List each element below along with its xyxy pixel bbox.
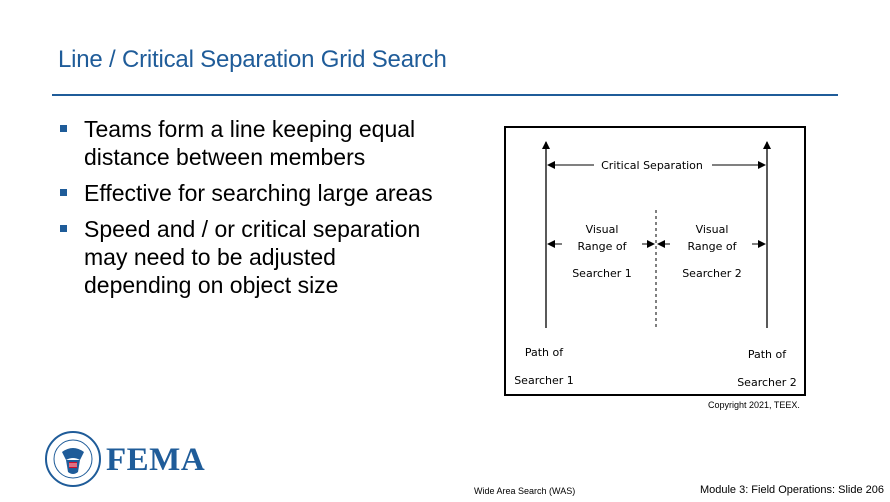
slide-title: Line / Critical Separation Grid Search bbox=[58, 46, 447, 73]
path-1-label-line2: Searcher 1 bbox=[514, 374, 574, 387]
visual-range-1-label-line1: Visual bbox=[585, 223, 619, 236]
fema-wordmark: FEMA bbox=[106, 442, 206, 478]
visual-range-2-label-line3: Searcher 2 bbox=[682, 267, 742, 280]
bullet-square-icon bbox=[60, 189, 67, 196]
visual-range-2-label-line1: Visual bbox=[695, 223, 729, 236]
path-2-label-line2: Searcher 2 bbox=[737, 376, 797, 389]
path-2-label-line1: Path of bbox=[747, 348, 787, 361]
path-1-label-line1: Path of bbox=[524, 346, 564, 359]
footer-course-name: Wide Area Search (WAS) bbox=[474, 486, 576, 496]
diagram-svg bbox=[506, 128, 804, 394]
dhs-seal-icon bbox=[44, 430, 102, 488]
search-pattern-diagram bbox=[504, 126, 806, 396]
copyright-note: Copyright 2021, TEEX. bbox=[708, 400, 800, 410]
bullet-item bbox=[58, 215, 438, 299]
visual-range-2-label-line2: Range of bbox=[687, 240, 737, 253]
bullet-square-icon bbox=[60, 225, 67, 232]
bullet-square-icon bbox=[60, 125, 67, 132]
fema-logo bbox=[44, 430, 214, 488]
bullet-text: Effective for searching large areas bbox=[84, 180, 433, 206]
bullet-text: Teams form a line keeping equal distance between members bbox=[84, 116, 416, 170]
bullet-item bbox=[58, 115, 438, 171]
bullet-list bbox=[58, 115, 438, 307]
title-divider bbox=[52, 94, 838, 96]
visual-range-1-label-line3: Searcher 1 bbox=[572, 267, 632, 280]
visual-range-1-label-line2: Range of bbox=[577, 240, 627, 253]
bullet-item bbox=[58, 179, 438, 207]
bullet-text: Speed and / or critical separation may need to be adjusted depending on object size bbox=[84, 216, 421, 298]
footer-slide-info: Module 3: Field Operations: Slide 206 bbox=[699, 484, 884, 496]
critical-separation-label: Critical Separation bbox=[601, 159, 703, 172]
